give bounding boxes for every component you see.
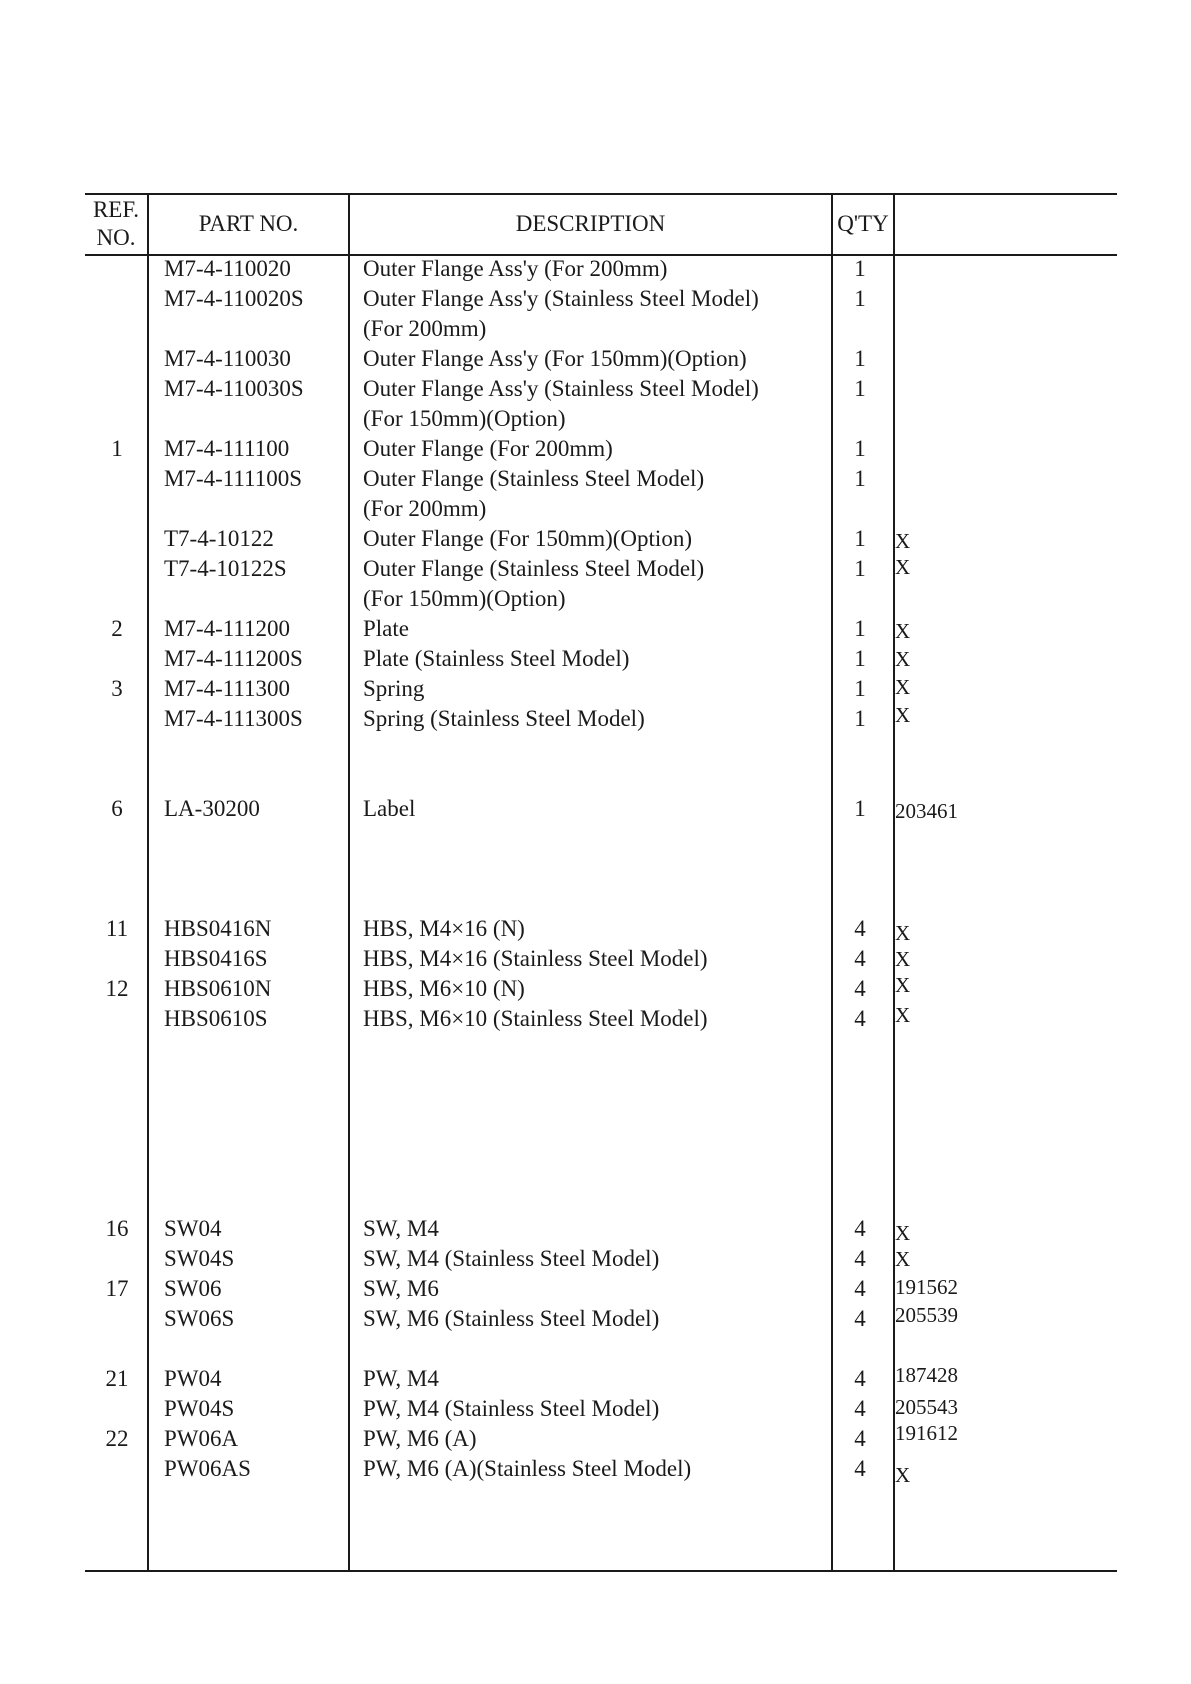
cell-qty: 4 [854, 1366, 866, 1391]
cell-part: HBS0610N [164, 976, 272, 1001]
cell-ref: 12 [105, 976, 129, 1001]
cell-desc: Outer Flange Ass'y (For 150mm)(Option) [363, 346, 747, 371]
cell-qty: 1 [854, 526, 866, 551]
cell-qty: 1 [854, 376, 866, 401]
cell-desc: HBS, M4×16 (N) [363, 916, 525, 941]
cell-desc: Outer Flange (Stainless Steel Model) [363, 556, 705, 581]
column-divider-part [348, 193, 350, 1572]
header-ref-no [85, 196, 147, 252]
cell-ref: 2 [111, 616, 123, 641]
cell-part: M7-4-110020 [164, 256, 291, 281]
header-qty: Q'TY [837, 211, 889, 236]
cell-ref: 1 [111, 436, 123, 461]
cell-rem: X [895, 1247, 911, 1271]
cell-part: M7-4-111100S [164, 466, 302, 491]
header-ref-line2: NO. [96, 225, 136, 250]
cell-qty: 4 [854, 1456, 866, 1481]
cell-qty: 1 [854, 706, 866, 731]
cell-desc: PW, M4 (Stainless Steel Model) [363, 1396, 660, 1421]
cell-part: HBS0416N [164, 916, 272, 941]
cell-rem: X [895, 973, 911, 997]
cell-part: M7-4-111300S [164, 706, 303, 731]
cell-part: PW04S [164, 1396, 235, 1421]
cell-ref: 6 [111, 796, 123, 821]
cell-qty: 4 [854, 916, 866, 941]
cell-rem: X [895, 1221, 911, 1245]
cell-desc: Plate (Stainless Steel Model) [363, 646, 630, 671]
cell-qty: 4 [854, 1426, 866, 1451]
cell-part: M7-4-111300 [164, 676, 291, 701]
column-divider-ref [147, 193, 149, 1572]
cell-part: M7-4-111200S [164, 646, 303, 671]
cell-rem: 205539 [895, 1303, 958, 1327]
cell-qty: 1 [854, 556, 866, 581]
cell-rem: X [895, 555, 911, 579]
cell-desc: Plate [363, 616, 409, 641]
cell-rem: 203461 [895, 799, 958, 823]
cell-desc: (For 200mm) [363, 496, 487, 521]
cell-desc: HBS, M6×10 (Stainless Steel Model) [363, 1006, 708, 1031]
cell-ref: 22 [105, 1426, 129, 1451]
cell-desc: Spring (Stainless Steel Model) [363, 706, 645, 731]
cell-part: M7-4-110030 [164, 346, 291, 371]
cell-desc: Outer Flange (For 200mm) [363, 436, 613, 461]
cell-part: T7-4-10122S [164, 556, 287, 581]
cell-part: HBS0416S [164, 946, 268, 971]
cell-rem: 205543 [895, 1395, 958, 1419]
header-part-no: PART NO. [198, 211, 299, 236]
cell-rem: 191562 [895, 1275, 958, 1299]
cell-desc: Outer Flange (For 150mm)(Option) [363, 526, 692, 551]
cell-qty: 1 [854, 436, 866, 461]
cell-ref: 21 [105, 1366, 129, 1391]
cell-rem: X [895, 703, 911, 727]
cell-desc: PW, M6 (A)(Stainless Steel Model) [363, 1456, 692, 1481]
cell-part: SW06 [164, 1276, 222, 1301]
cell-part: PW06A [164, 1426, 239, 1451]
cell-qty: 1 [854, 616, 866, 641]
cell-desc: SW, M6 [363, 1276, 439, 1301]
cell-part: T7-4-10122 [164, 526, 274, 551]
cell-desc: HBS, M4×16 (Stainless Steel Model) [363, 946, 708, 971]
cell-qty: 1 [854, 646, 866, 671]
cell-qty: 1 [854, 286, 866, 311]
cell-part: HBS0610S [164, 1006, 268, 1031]
cell-qty: 4 [854, 1276, 866, 1301]
cell-qty: 1 [854, 346, 866, 371]
cell-ref: 16 [105, 1216, 129, 1241]
cell-desc: (For 150mm)(Option) [363, 586, 566, 611]
cell-ref: 11 [105, 916, 129, 941]
cell-qty: 1 [854, 796, 866, 821]
table-bottom-rule [85, 1570, 1117, 1572]
cell-part: M7-4-110030S [164, 376, 304, 401]
table-top-rule [85, 193, 1117, 195]
cell-rem: X [895, 529, 911, 553]
cell-rem: X [895, 1463, 911, 1487]
cell-qty: 1 [854, 256, 866, 281]
cell-qty: 4 [854, 1006, 866, 1031]
cell-qty: 4 [854, 1306, 866, 1331]
cell-part: PW06AS [164, 1456, 251, 1481]
cell-rem: 191612 [895, 1421, 958, 1445]
header-description: DESCRIPTION [515, 211, 666, 236]
cell-qty: 1 [854, 676, 866, 701]
cell-desc: SW, M4 [363, 1216, 439, 1241]
cell-part: M7-4-111200 [164, 616, 291, 641]
cell-desc: Outer Flange (Stainless Steel Model) [363, 466, 705, 491]
cell-desc: (For 150mm)(Option) [363, 406, 566, 431]
cell-rem: X [895, 1003, 911, 1027]
cell-desc: HBS, M6×10 (N) [363, 976, 525, 1001]
cell-rem: X [895, 921, 911, 945]
cell-part: M7-4-110020S [164, 286, 304, 311]
cell-desc: Outer Flange Ass'y (Stainless Steel Model) [363, 376, 759, 401]
cell-part: LA-30200 [164, 796, 260, 821]
cell-qty: 4 [854, 1246, 866, 1271]
cell-desc: Label [363, 796, 416, 821]
cell-qty: 1 [854, 466, 866, 491]
cell-desc: SW, M4 (Stainless Steel Model) [363, 1246, 660, 1271]
cell-desc: PW, M4 [363, 1366, 439, 1391]
cell-rem: X [895, 647, 911, 671]
cell-ref: 3 [111, 676, 123, 701]
cell-ref: 17 [105, 1276, 129, 1301]
cell-desc: PW, M6 (A) [363, 1426, 477, 1451]
cell-qty: 4 [854, 976, 866, 1001]
cell-desc: Spring [363, 676, 425, 701]
cell-desc: SW, M6 (Stainless Steel Model) [363, 1306, 660, 1331]
cell-qty: 4 [854, 1396, 866, 1421]
cell-rem: X [895, 675, 911, 699]
cell-part: SW04 [164, 1216, 222, 1241]
cell-qty: 4 [854, 1216, 866, 1241]
cell-part: M7-4-111100 [164, 436, 290, 461]
cell-part: SW06S [164, 1306, 235, 1331]
cell-part: SW04S [164, 1246, 235, 1271]
cell-rem: 187428 [895, 1363, 958, 1387]
cell-rem: X [895, 619, 911, 643]
cell-desc: (For 200mm) [363, 316, 487, 341]
header-ref-line1: REF. [92, 197, 140, 222]
cell-desc: Outer Flange Ass'y (For 200mm) [363, 256, 668, 281]
cell-desc: Outer Flange Ass'y (Stainless Steel Model) [363, 286, 759, 311]
cell-rem: X [895, 947, 911, 971]
cell-part: PW04 [164, 1366, 222, 1391]
cell-qty: 4 [854, 946, 866, 971]
